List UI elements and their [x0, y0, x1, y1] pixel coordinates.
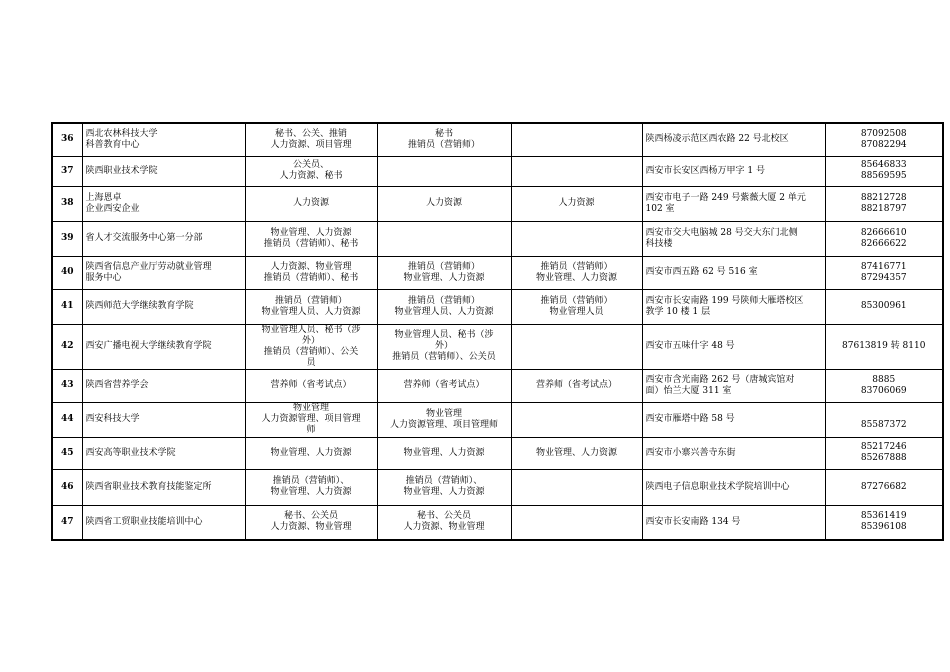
address-line: 陕西杨凌示范区西农路 22 号北校区: [645, 134, 789, 145]
address-line: 西安市长安区西杨万甲字 1 号: [645, 165, 765, 176]
phone-line: 85217246: [860, 442, 907, 452]
address-line: 西安市小寨兴善寺东街: [645, 447, 736, 458]
phone: [825, 156, 943, 186]
course-col-1-line: 人力资源、物业管理: [270, 261, 352, 272]
address: [642, 186, 825, 221]
institution-name-line: 陕西省职业技术教育技能鉴定所: [85, 481, 212, 492]
institution-name: [82, 289, 245, 324]
table-row: [52, 289, 943, 324]
course-col-1: [245, 123, 377, 156]
phone-line: 85300961: [860, 301, 907, 311]
course-col-3-line: 人力资源: [558, 198, 595, 208]
institution-name: [82, 256, 245, 289]
course-col-3: [511, 402, 642, 437]
course-col-3: [511, 123, 642, 156]
phone-line: 88218797: [860, 203, 907, 214]
course-col-2-line: 人力资源管理、项目管理师: [389, 419, 498, 430]
course-col-2: [377, 221, 511, 256]
institution-name: [82, 505, 245, 540]
address-line: 西安市含光南路 262 号（唐城宾馆对: [645, 374, 795, 385]
institution-name-line: 陕西职业技术学院: [85, 165, 158, 176]
address-line: 教学 10 楼 1 层: [645, 306, 711, 317]
course-col-2-line: 推销员（营销师）、公关员: [392, 352, 496, 362]
course-col-2-line: 人力资源: [425, 198, 462, 208]
phone-line: 88569595: [860, 171, 907, 181]
course-col-2: [377, 123, 511, 156]
phone-line: [829, 409, 940, 420]
course-col-1-line: 推销员（营销师）、公关: [263, 346, 359, 357]
row-number: 44: [52, 402, 82, 437]
course-col-1: [245, 369, 377, 402]
course-col-2-line: 推销员（营销师）、: [405, 476, 483, 486]
course-col-1-line: 物业管理、人力资源: [270, 447, 352, 458]
course-col-1-line: 人力资源: [292, 198, 329, 208]
institution-name: [82, 156, 245, 186]
address-line: 科技楼: [645, 238, 673, 249]
row-number: 39: [52, 221, 82, 256]
course-col-3: [511, 256, 642, 289]
row-number: 36: [52, 123, 82, 156]
course-col-2-line: 物业管理、人力资源: [403, 272, 485, 283]
course-col-2: [377, 289, 511, 324]
course-col-2-line: 推销员（营销师）: [407, 139, 480, 150]
institution-name: [82, 324, 245, 369]
course-col-1: [245, 437, 377, 469]
course-col-1-line: 推销员（营销师）、秘书: [263, 272, 359, 283]
institution-name-line: 陕西师范大学继续教育学院: [85, 301, 194, 311]
table-row: [52, 256, 943, 289]
course-col-3: [511, 324, 642, 369]
institution-name-line: 陕西省信息产业厅劳动就业管理: [85, 261, 212, 272]
table-row: [52, 402, 943, 437]
phone-line: 87082294: [860, 139, 907, 150]
address-line: 102 室: [645, 203, 675, 214]
address: [642, 156, 825, 186]
course-col-3: [511, 186, 642, 221]
course-col-1-line: 人力资源、物业管理: [270, 522, 352, 533]
course-col-3: [511, 289, 642, 324]
course-col-1-line: 推销员（营销师）: [274, 295, 347, 306]
course-col-1-line: 人力资源、项目管理: [270, 139, 352, 150]
phone: [825, 369, 943, 402]
address: [642, 505, 825, 540]
course-col-2: [377, 469, 511, 505]
row-number: 38: [52, 186, 82, 221]
phone: [825, 256, 943, 289]
institution-name-line: 上海恩卓: [85, 192, 122, 203]
course-col-2: [377, 369, 511, 402]
table-row: [52, 437, 943, 469]
course-col-2-line: 推销员（营销师）: [407, 261, 480, 272]
course-col-1-line: 秘书、公关、推销: [274, 128, 347, 139]
course-col-2-line: 物业管理人员、秘书（涉: [394, 330, 494, 340]
phone-line: 87416771: [860, 261, 907, 272]
course-col-3: [511, 369, 642, 402]
phone-line: 85361419: [860, 511, 907, 522]
table-row: [52, 221, 943, 256]
phone-line: 85587372: [860, 419, 907, 430]
course-col-2-line: 人力资源、物业管理: [403, 522, 485, 533]
address-line: 西安市长安南路 199 号陕师大雁塔校区: [645, 295, 804, 306]
course-col-3: [511, 469, 642, 505]
course-col-2-line: 物业管理、人力资源: [403, 447, 485, 458]
phone: [825, 437, 943, 469]
course-col-1: [245, 324, 377, 369]
phone-line: 85267888: [860, 453, 907, 463]
course-col-3-line: 营养师（省考试点）: [535, 380, 617, 390]
course-col-2-line: 营养师（省考试点）: [403, 380, 485, 390]
institution-name-line: 科普教育中心: [85, 139, 140, 150]
course-col-1-line: 物业管理人员、人力资源: [261, 306, 361, 317]
course-col-1-line: 师: [306, 425, 316, 435]
course-col-2: [377, 256, 511, 289]
address: [642, 402, 825, 437]
course-col-3: [511, 437, 642, 469]
course-col-2: [377, 156, 511, 186]
course-col-1: [245, 505, 377, 540]
course-col-1-line: 公关员、: [292, 160, 329, 170]
institution-name-line: 西安广播电视大学继续教育学院: [85, 341, 212, 351]
course-col-3: [511, 505, 642, 540]
course-col-1-line: 物业管理、人力资源: [270, 227, 352, 238]
course-col-2-line: 推销员（营销师）: [407, 295, 480, 306]
address: [642, 324, 825, 369]
course-col-3: [511, 156, 642, 186]
row-number: 41: [52, 289, 82, 324]
address: [642, 369, 825, 402]
phone-line: 82666622: [860, 238, 907, 249]
institution-name: [82, 186, 245, 221]
course-col-2: [377, 437, 511, 469]
course-col-3: [511, 221, 642, 256]
course-col-1-line: 外）: [301, 335, 320, 346]
phone: [825, 289, 943, 324]
course-col-1: [245, 289, 377, 324]
course-col-1: [245, 469, 377, 505]
course-col-1-line: 人力资源管理、项目管理: [261, 414, 361, 424]
address-line: 西安市西五路 62 号 516 室: [645, 267, 758, 277]
address-line: 西安市五味什字 48 号: [645, 341, 735, 351]
course-col-1: [245, 221, 377, 256]
phone-line: 87613819 转 8110: [842, 341, 926, 351]
course-col-1-line: 员: [306, 357, 316, 368]
phone: [825, 402, 943, 437]
institution-name-line: 企业西安企业: [85, 203, 140, 214]
row-number: 43: [52, 369, 82, 402]
course-col-2-line: 物业管理人员、人力资源: [394, 306, 494, 317]
course-col-3-line: 推销员（营销师）: [540, 261, 613, 272]
phone-line: 87276682: [860, 481, 907, 492]
phone-line: 87294357: [860, 272, 907, 283]
institution-name: [82, 123, 245, 156]
course-col-1: [245, 156, 377, 186]
institution-name-line: 陕西省营养学会: [85, 380, 149, 390]
phone-line: 87092508: [860, 128, 907, 139]
institution-name: [82, 221, 245, 256]
course-col-2-line: 物业管理、人力资源: [403, 487, 485, 497]
address: [642, 123, 825, 156]
institution-name: [82, 469, 245, 505]
table-row: [52, 505, 943, 540]
course-col-1: [245, 402, 377, 437]
address-line: 西安市电子一路 249 号紫薇大厦 2 单元: [645, 192, 806, 203]
table-row: [52, 156, 943, 186]
address: [642, 437, 825, 469]
institution-name: [82, 437, 245, 469]
course-col-2-line: 秘书: [434, 128, 453, 139]
course-col-1-line: 营养师（省考试点）: [270, 380, 352, 390]
address: [642, 221, 825, 256]
address: [642, 469, 825, 505]
phone: [825, 505, 943, 540]
institution-name-line: 省人才交流服务中心第一分部: [85, 233, 203, 243]
address: [642, 256, 825, 289]
table-row: [52, 123, 943, 156]
address-line: 西安市交大电脑城 28 号交大东门北侧: [645, 227, 798, 238]
address-line: 西安市雁塔中路 58 号: [645, 414, 735, 424]
institution-name-line: 服务中心: [85, 272, 122, 283]
course-col-1-line: 推销员（营销师）、: [272, 476, 350, 486]
phone: [825, 469, 943, 505]
course-col-2-line: 秘书、公关员: [416, 511, 471, 522]
course-col-2: [377, 186, 511, 221]
address-line: 面）怡兰大厦 311 室: [645, 385, 732, 396]
address-line: 西安市长安南路 134 号: [645, 516, 741, 527]
course-col-3-line: 物业管理、人力资源: [535, 447, 617, 458]
institution-name-line: 西安科技大学: [85, 414, 140, 424]
row-number: 42: [52, 324, 82, 369]
table-row: [52, 324, 943, 369]
phone: [825, 221, 943, 256]
course-col-2: [377, 324, 511, 369]
phone: [825, 123, 943, 156]
course-col-1: [245, 186, 377, 221]
row-number: 47: [52, 505, 82, 540]
phone-line: 88212728: [860, 192, 907, 203]
course-col-1-line: 推销员（营销师）、秘书: [263, 238, 359, 249]
course-col-3-line: 物业管理、人力资源: [535, 272, 617, 283]
table-row: [52, 369, 943, 402]
phone-line: 82666610: [860, 227, 907, 238]
table-row: [52, 186, 943, 221]
row-number: 40: [52, 256, 82, 289]
institution-name-line: 西安高等职业技术学院: [85, 447, 176, 458]
institution-name: [82, 402, 245, 437]
table-body: [52, 123, 943, 540]
course-col-1: [245, 256, 377, 289]
course-col-1-line: 物业管理人员、秘书（涉: [261, 324, 361, 335]
course-col-2: [377, 402, 511, 437]
row-number: 46: [52, 469, 82, 505]
course-col-3-line: 推销员（营销师）: [540, 295, 613, 306]
course-col-1-line: 物业管理: [292, 403, 329, 413]
table-row: [52, 469, 943, 505]
row-number: 45: [52, 437, 82, 469]
course-col-2: [377, 505, 511, 540]
phone-line: 8885: [872, 374, 896, 385]
institution-name: [82, 369, 245, 402]
row-number: 37: [52, 156, 82, 186]
course-col-2-line: 外）: [434, 341, 453, 351]
course-col-3-line: 物业管理人员: [549, 306, 604, 317]
address: [642, 289, 825, 324]
phone: [825, 324, 943, 369]
course-col-1-line: 秘书、公关员: [283, 511, 338, 522]
address-line: 陕西电子信息职业技术学院培训中心: [645, 481, 790, 492]
phone-line: 83706069: [860, 385, 907, 396]
course-col-2-line: 物业管理: [425, 408, 462, 419]
institution-name-line: 陕西省工贸职业技能培训中心: [85, 516, 203, 527]
training-institutions-table: [51, 122, 944, 541]
phone-line: 85646833: [860, 160, 907, 170]
phone: [825, 186, 943, 221]
institution-name-line: 西北农林科技大学: [85, 128, 158, 139]
course-col-1-line: 物业管理、人力资源: [270, 487, 352, 497]
course-col-1-line: 人力资源、秘书: [279, 171, 343, 181]
phone-line: 85396108: [860, 522, 907, 533]
